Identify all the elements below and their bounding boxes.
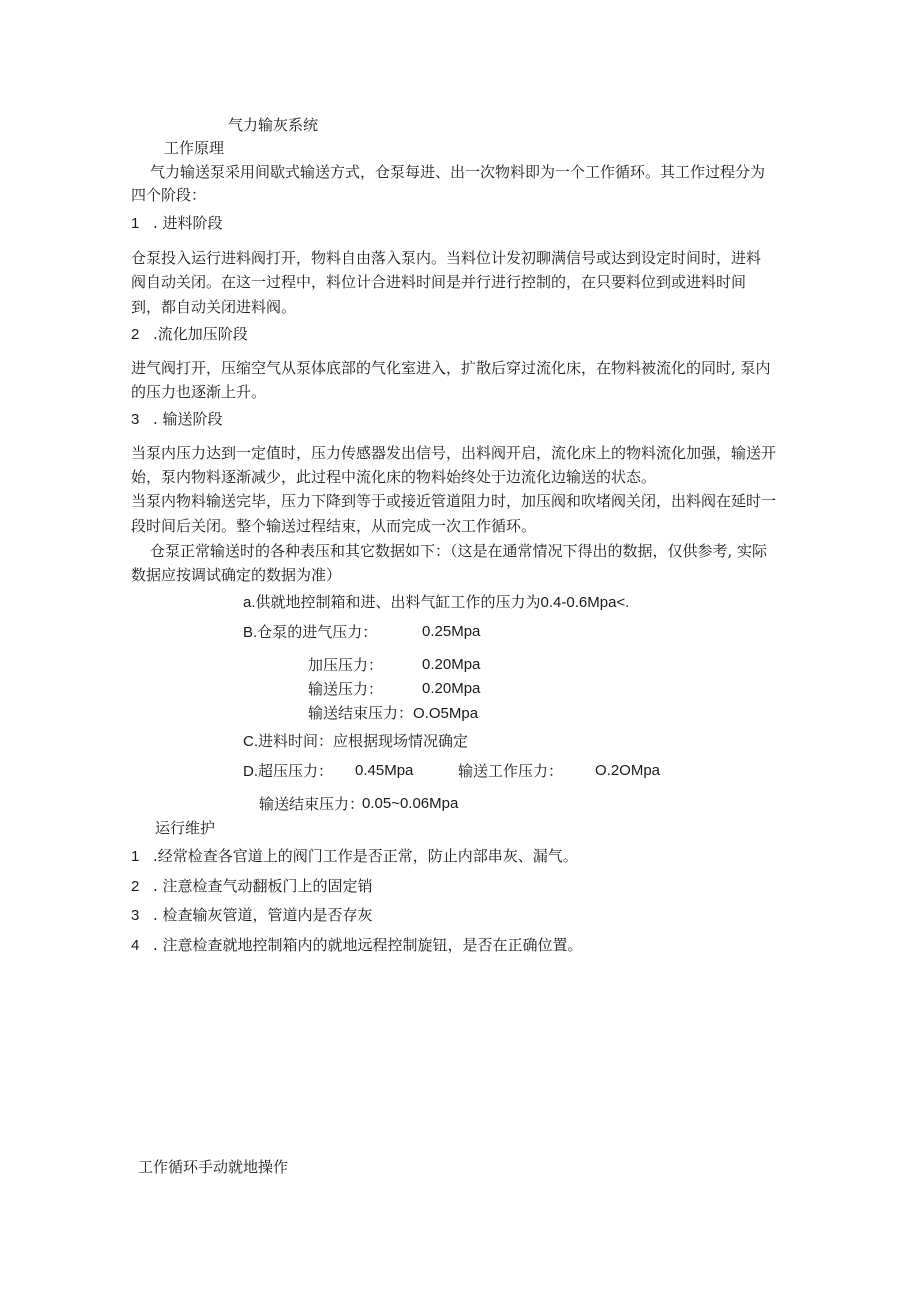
param-d-label2: 输送工作压力：: [458, 762, 564, 780]
param-c: C.进料时间：应根据现场情况确定: [243, 732, 469, 750]
param-sub-label: 加压压力：: [308, 656, 384, 674]
stage-number: 1: [131, 215, 140, 232]
stage-number: 3: [131, 411, 140, 428]
maintenance-item: 2 . 注意检查气动翻板门上的固定销: [131, 877, 373, 895]
param-value: O.2OMpa: [595, 762, 661, 779]
page-title: 气力输灰系统: [228, 116, 319, 134]
maintenance-item: 3 . 检查输灰管道，管道内是否存灰: [131, 906, 373, 924]
stage-body-line: 进气阀打开，压缩空气从泵体底部的气化室进入，扩散后穿过流化床，在物料被流化的同时, 泵内: [131, 359, 771, 377]
intro-line: 气力输送泵采用间歇式输送方式，仓泵每进、出一次物料即为一个工作循环。其工作过程分为: [150, 163, 766, 181]
stage-body-line: 始，泵内物料逐渐减少，此过程中流化床的物料始终处于边流化边输送的状态。: [131, 468, 657, 486]
params-intro-line: 仓泵正常输送时的各种表压和其它数据如下：（这是在通常情况下得出的数据，仅供参考, 实际: [150, 542, 768, 560]
param-value: 0.4-0.6Mpa<.: [540, 594, 630, 611]
param-d-sub-label: 输送结束压力：: [259, 795, 365, 813]
stage-body-line: 当泵内物料输送完毕，压力下降到等于或接近管道阻力时，加压阀和吹堵阀关闭，出料阀在延时一: [131, 492, 777, 510]
param-d: D.超压压力：: [243, 762, 334, 780]
param-value: O.O5Mpa: [413, 705, 479, 722]
maintenance-item: 1 .经常检查各官道上的阀门工作是否正常，防止内部串灰、漏气。: [131, 847, 578, 865]
param-value: 0.25Mpa: [422, 623, 481, 640]
stage-heading: [131, 213, 223, 234]
stage-body-line: 仓泵投入运行进料阀打开，物料自由落入泵内。当料位计发初聊满信号或达到设定时间时，进料: [131, 249, 762, 267]
stage-heading: [131, 324, 248, 345]
stage-body-line: 当泵内压力达到一定值时，压力传感器发出信号，出料阀开启，流化床上的物料流化加强，输送开: [131, 444, 777, 462]
param-a: a.供就地控制箱和进、出料气缸工作的压力为0.4-0.6Mpa<.: [243, 593, 630, 611]
param-value: 0.20Mpa: [422, 680, 481, 697]
param-value: 0.45Mpa: [355, 762, 414, 779]
stage-number: 2: [131, 326, 140, 343]
stage-heading: [131, 409, 223, 430]
param-value: 0.20Mpa: [422, 656, 481, 673]
param-sub-row: [308, 703, 478, 724]
section-heading-manual-operation: 工作循环手动就地操作: [138, 1158, 289, 1176]
param-sub-label: 输送结束压力：: [308, 704, 414, 722]
stage-title: . 输送阶段: [153, 410, 223, 428]
stage-body-line: 到，都自动关闭进料阀。: [131, 298, 297, 316]
stage-body-line: 的压力也逐渐上升。: [131, 383, 267, 401]
params-intro-line: 数据应按调试确定的数据为准）: [131, 566, 342, 584]
stage-title: .流化加压阶段: [153, 325, 248, 343]
section-heading-maintenance: 运行维护: [155, 819, 216, 837]
param-value: 0.05~0.06Mpa: [362, 795, 459, 812]
intro-line: 四个阶段：: [131, 186, 207, 204]
maintenance-item: 4 . 注意检查就地控制箱内的就地远程控制旋钮，是否在正确位置。: [131, 936, 583, 954]
param-b: B.仓泵的进气压力：: [243, 623, 378, 641]
stage-body-line: 阀自动关闭。在这一过程中，料位计合进料时间是并行进行控制的，在只要料位到或进料时间: [131, 273, 747, 291]
stage-body-line: 段时间后关闭。整个输送过程结束，从而完成一次工作循环。: [131, 517, 537, 535]
stage-title: . 进料阶段: [153, 214, 223, 232]
param-sub-label: 输送压力：: [308, 680, 384, 698]
section-heading-principle: 工作原理: [164, 139, 225, 157]
